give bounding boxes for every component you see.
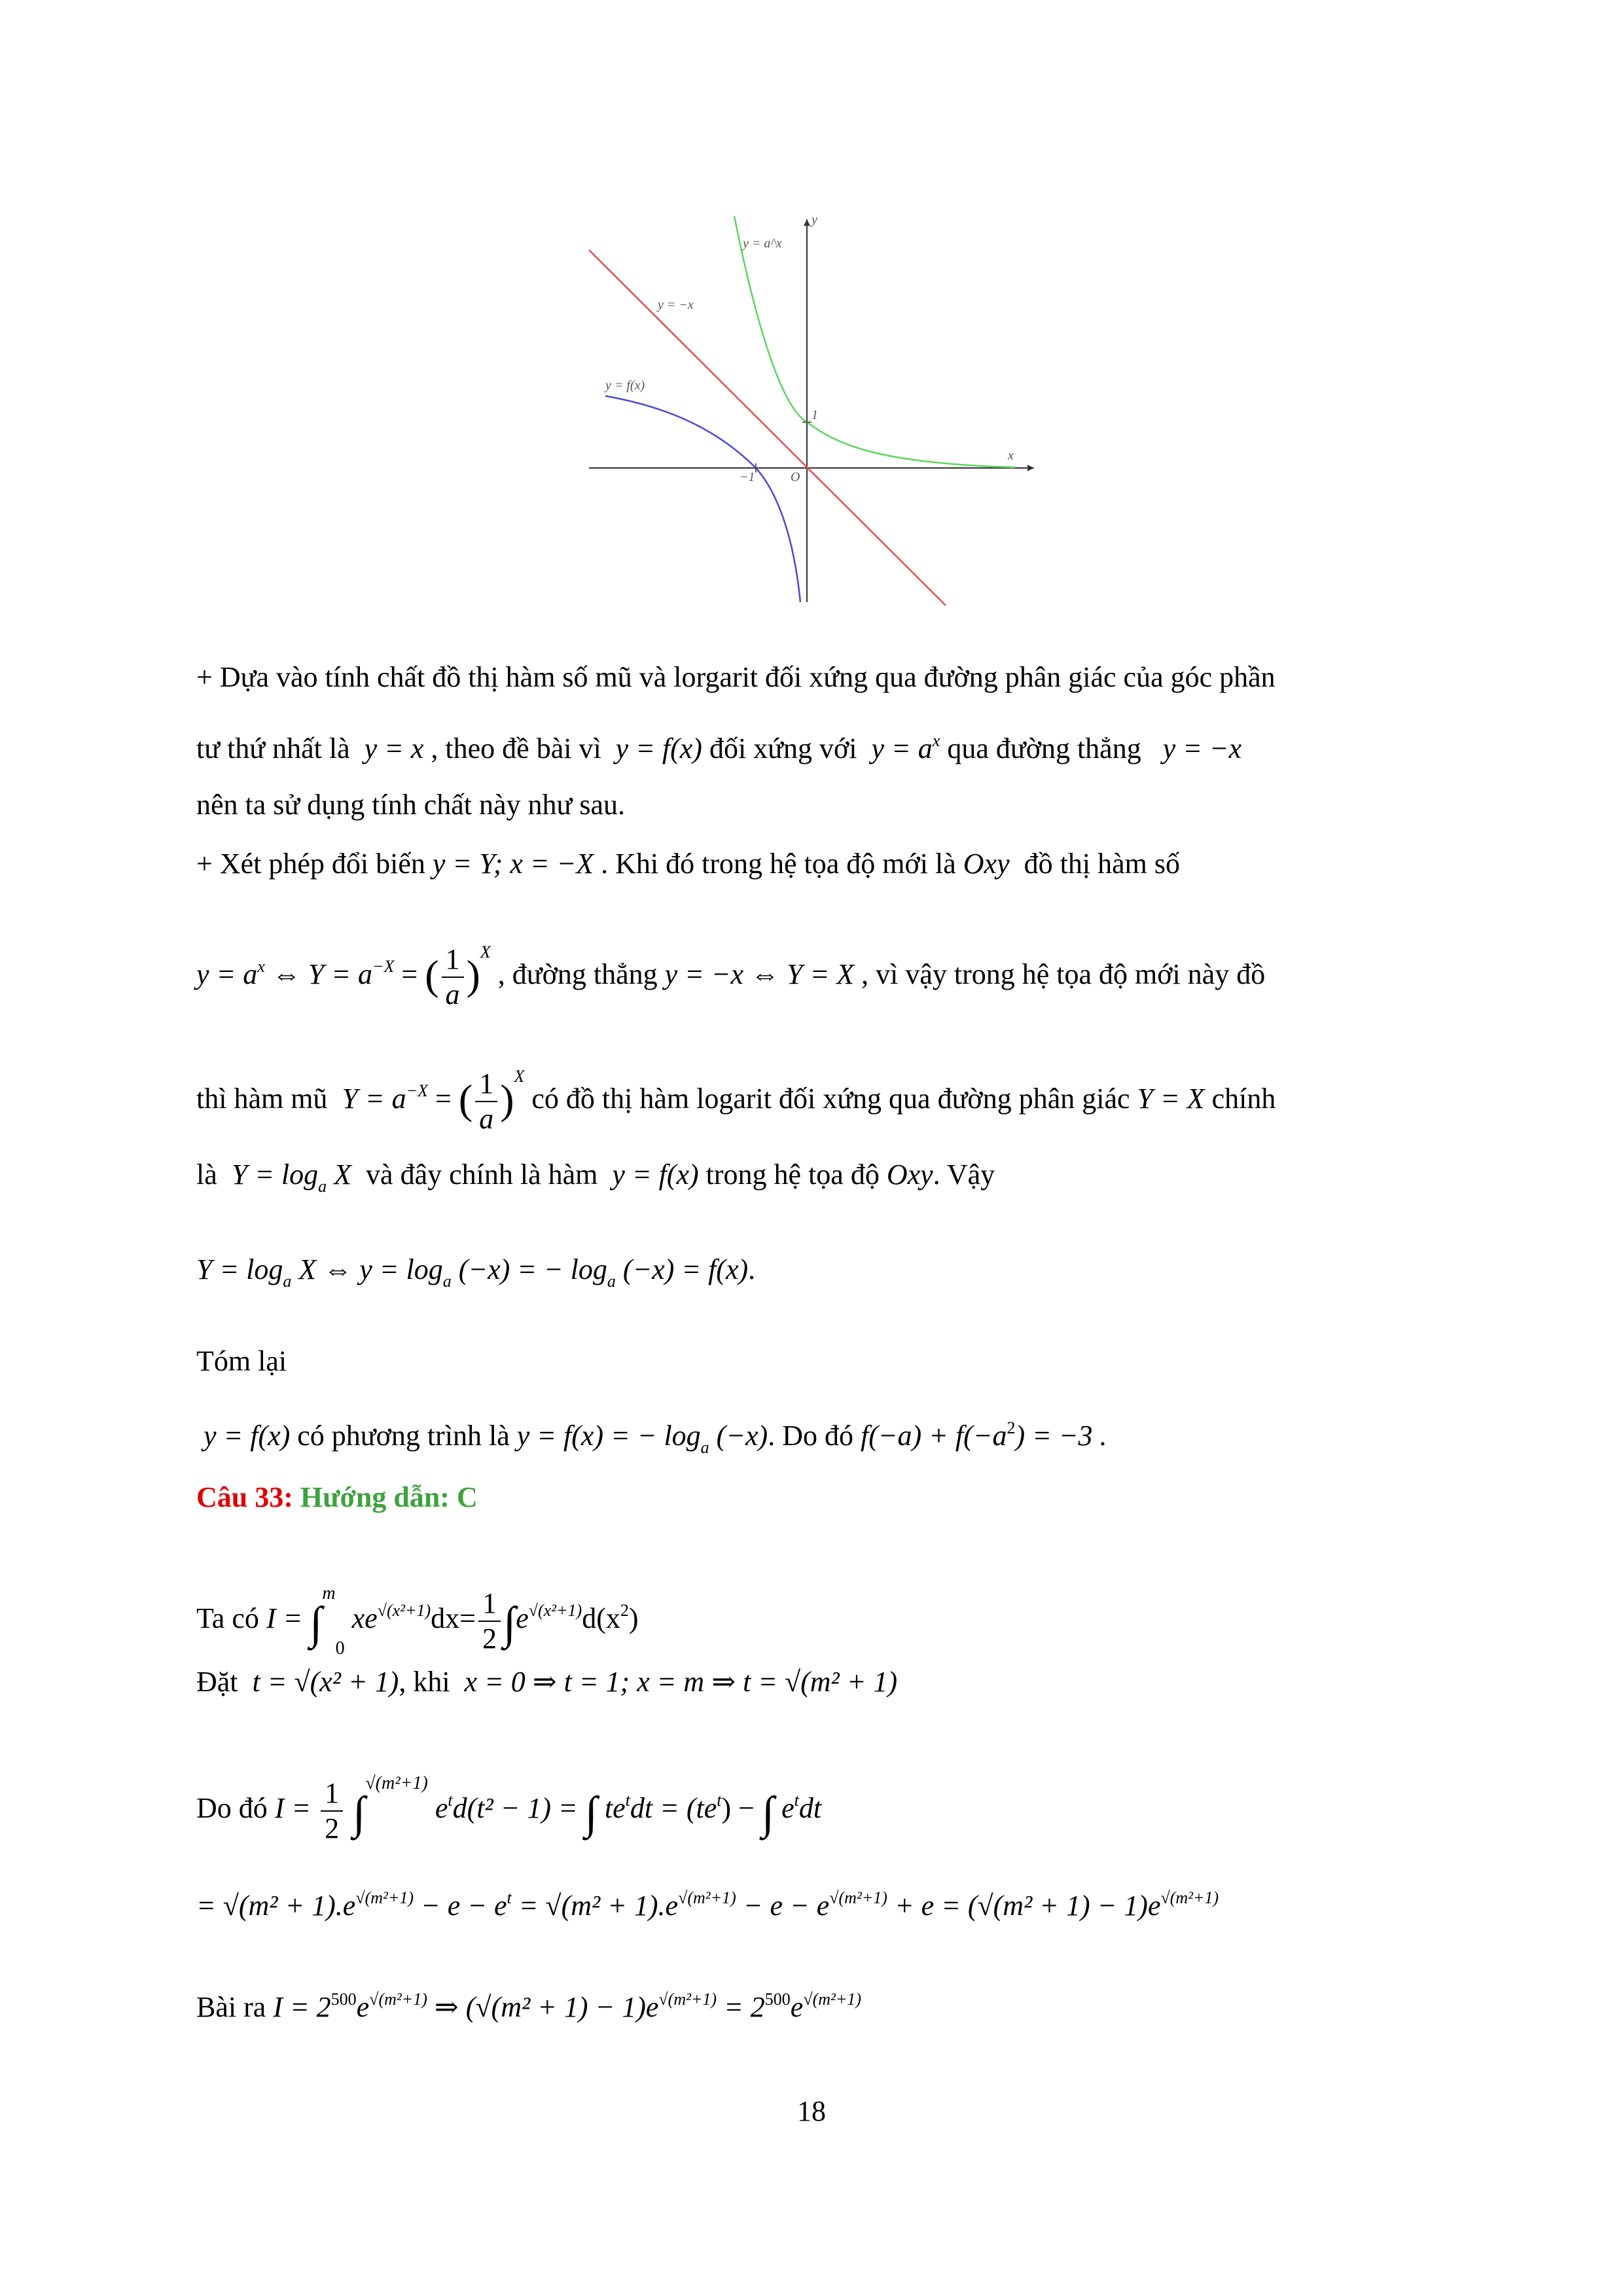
math-l4b: − e − e	[421, 1890, 507, 1922]
frac-num: 1	[442, 942, 464, 978]
math-l5e-e: e	[790, 1991, 804, 2023]
integral-sign-2: ∫	[503, 1598, 516, 1649]
math-l3g: )	[721, 1792, 732, 1824]
math-p5-iff: ⇔ Y = a	[272, 958, 372, 990]
text-p2c: , theo đề bài vì	[431, 732, 601, 764]
label-one: 1	[812, 408, 818, 422]
math-l5d: ⇒ (√(m² + 1) − 1)e	[434, 1991, 659, 2023]
math-p5-sup-negX: −X	[372, 957, 395, 976]
math-l3e: te	[604, 1792, 626, 1824]
math-sup-x: x	[932, 731, 940, 750]
label-f-x: y = f(x)	[605, 378, 645, 393]
math-p8-base1: a	[283, 1272, 292, 1291]
math-y-eq-neg-x: y = −x	[1162, 732, 1242, 764]
math-p5-sup-x: x	[257, 957, 265, 976]
math-p8e: (−x) = f(x)	[622, 1253, 749, 1285]
text-p7f: trong hệ tọa độ	[705, 1158, 880, 1191]
text-line-3	[196, 785, 625, 825]
math-p7b: Y = log	[231, 1158, 319, 1191]
int-upper-3: √(m²+1)	[365, 1773, 428, 1793]
math-l4d-sup: √(m²+1)	[829, 1888, 887, 1907]
text-l1a: Ta có	[196, 1602, 259, 1634]
math-p10g: f(−a) + f(−a	[860, 1420, 1007, 1452]
math-l4: = √(m² + 1).e	[196, 1890, 356, 1922]
line-y-neg-x	[589, 250, 946, 605]
math-l3f-sup: t	[717, 1791, 722, 1810]
text-p6c: có đồ thị hàm logarit đối xứng qua đường phân giác	[531, 1083, 1130, 1115]
integral-sign: ∫	[310, 1598, 323, 1649]
math-p7c: X	[334, 1158, 352, 1191]
curve-log	[605, 396, 800, 602]
text-p3: nên ta sử dụng tính chất này như sau.	[196, 789, 626, 821]
x-axis-arrow	[1027, 465, 1034, 471]
math-p8a: Y = log	[196, 1253, 283, 1285]
math-p8c: (−x) = − log	[458, 1253, 607, 1285]
text-p2g: qua đường thẳng	[947, 732, 1141, 764]
math-l5-500: 500	[330, 1990, 357, 2009]
math-p8-base2: a	[442, 1272, 452, 1291]
text-line-9	[196, 1342, 287, 1381]
text-p4c: . Khi đó trong hệ tọa độ mới là	[601, 848, 956, 880]
half-num: 1	[478, 1587, 501, 1622]
text-line-10	[196, 1408, 1107, 1467]
math-p8f: .	[748, 1253, 756, 1285]
frac-den-2: a	[479, 1102, 494, 1135]
math-p6d: Y = X	[1137, 1083, 1205, 1115]
text-p2a: tư thứ nhất là	[196, 732, 350, 764]
math-p5-eq: =	[401, 958, 418, 990]
integral-sign-3: ∫	[353, 1788, 366, 1839]
text-p7h: . Vậy	[933, 1158, 995, 1191]
math-p10h: 2	[1007, 1418, 1016, 1437]
text-p6a: thì hàm mũ	[196, 1083, 328, 1115]
frac-num-2: 1	[475, 1067, 497, 1102]
math-p5c: y = −x ⇔ Y = X	[664, 958, 855, 990]
text-l2a: Đặt	[196, 1666, 238, 1698]
text-p4e: đồ thị hàm số	[1024, 848, 1180, 880]
math-p10i: ) = −3 .	[1015, 1420, 1107, 1452]
math-l1h: d(x	[582, 1602, 620, 1634]
int-upper: m	[322, 1583, 336, 1604]
math-l5e-sup: √(m²+1)	[803, 1990, 862, 2009]
math-sup-X: X	[480, 942, 491, 961]
text-p4a: + Xét phép đổi biến	[196, 848, 425, 880]
half-den-2: 2	[325, 1812, 340, 1844]
math-p7-base: a	[318, 1177, 327, 1196]
math-l3b: I =	[274, 1792, 312, 1824]
math-l1c-sup: √(x²+1)	[377, 1601, 431, 1620]
text-line-4	[196, 844, 1180, 884]
page-number: 18	[797, 2095, 826, 2127]
math-l4c: = √(m² + 1).e	[518, 1890, 679, 1922]
math-y-eq-a: y = a	[871, 732, 933, 764]
solution-line-5	[196, 1980, 861, 2027]
math-l1g-sup: √(x²+1)	[528, 1601, 582, 1620]
text-p10b: có phương trình là	[297, 1420, 510, 1452]
paren-close-2: )	[500, 1076, 514, 1122]
text-line-8	[196, 1250, 755, 1301]
text-line-7	[196, 1155, 995, 1206]
label-origin: O	[791, 470, 800, 484]
text-line-1	[196, 658, 1275, 697]
function-graph	[582, 209, 1041, 609]
fraction-half	[478, 1587, 501, 1656]
math-p8d: a	[607, 1272, 616, 1291]
text-l2c: , khi	[399, 1666, 450, 1698]
math-l3i: dt	[798, 1792, 822, 1824]
math-l1b: I =	[266, 1602, 303, 1634]
text-l3a: Do đó	[196, 1792, 268, 1824]
solution-line-1	[196, 1564, 639, 1678]
math-p6-sup: −X	[406, 1081, 429, 1100]
fraction-half-2	[321, 1776, 343, 1846]
math-l1g: e	[516, 1602, 529, 1634]
label-a-pow-x: y = a^x	[743, 236, 782, 251]
question-answer: Hướng dẫn: C	[300, 1481, 478, 1513]
text-line-5	[196, 916, 1265, 1012]
math-p7e: y = f(x)	[612, 1158, 699, 1191]
curve-exp	[734, 216, 1014, 467]
math-p10e: (−x)	[716, 1420, 768, 1452]
math-oxy: Oxy	[963, 848, 1010, 880]
math-l5c: e	[356, 1991, 370, 2023]
math-l3-e2: e	[781, 1792, 794, 1824]
label-x: x	[1008, 448, 1014, 463]
math-p10d: a	[700, 1438, 709, 1457]
math-l4b-sup: t	[507, 1888, 512, 1907]
text-p5d: , vì vậy trong hệ tọa độ mới này đồ	[861, 958, 1266, 990]
paren-open: (	[425, 952, 439, 998]
text-p2e: đối xứng với	[709, 732, 857, 764]
graph-figure	[582, 209, 1041, 609]
math-p6b: Y = a	[342, 1083, 406, 1115]
fraction-one-over-a	[442, 942, 464, 1012]
text-p6e: chính	[1211, 1083, 1276, 1115]
int-lower: 0	[335, 1638, 345, 1659]
label-neg-x: y = −x	[658, 298, 694, 312]
math-l4e-sup: √(m²+1)	[1160, 1888, 1219, 1907]
question-heading	[196, 1478, 478, 1517]
math-l5e: = 2	[724, 1991, 765, 2023]
math-l3h: −	[738, 1792, 755, 1824]
solution-line-3	[196, 1754, 821, 1846]
math-p10a: y = f(x)	[204, 1420, 291, 1452]
label-y: y	[812, 213, 817, 227]
math-l5d-sup: √(m²+1)	[658, 1990, 717, 2009]
solution-line-2	[196, 1662, 897, 1702]
math-l3-e2-sup: t	[794, 1791, 799, 1810]
math-l1h-sup: 2	[620, 1601, 629, 1620]
math-p8b: X ⇔ y = log	[298, 1253, 443, 1285]
math-l2b: t = √(x² + 1)	[252, 1666, 399, 1698]
half-num-2: 1	[321, 1776, 343, 1812]
text-line-6	[196, 1041, 1275, 1136]
math-p10c: y = f(x) = − log	[516, 1420, 701, 1452]
math-l3c: e	[435, 1792, 448, 1824]
math-l4e: + e = (√(m² + 1) − 1)e	[894, 1890, 1161, 1922]
label-minus-one: −1	[740, 470, 755, 484]
y-axis-arrow	[804, 219, 810, 226]
math-l3e-sup: t	[625, 1791, 630, 1810]
text-line-2	[196, 721, 1241, 768]
text-l5a: Bài ra	[196, 1991, 266, 2023]
question-label: Câu 33:	[196, 1481, 293, 1513]
math-l3c-sup: t	[448, 1791, 453, 1810]
math-l4-sup: √(m²+1)	[355, 1888, 414, 1907]
paren-open-2: (	[458, 1076, 473, 1122]
math-p5-lhs: y = a	[196, 958, 258, 990]
math-l4c-sup: √(m²+1)	[678, 1888, 736, 1907]
text-p10f: . Do đó	[768, 1420, 853, 1452]
paren-close: )	[466, 952, 480, 998]
math-l1d: dx=	[431, 1602, 476, 1634]
math-sup-X-2: X	[514, 1067, 525, 1086]
math-l4d: − e − e	[743, 1890, 830, 1922]
text-p7a: là	[196, 1158, 217, 1191]
text-p1: + Dựa vào tính chất đồ thị hàm số mũ và lorgarit đối xứng qua đường phân giác của góc phần	[196, 661, 1275, 693]
math-l3d: d(t² − 1) =	[452, 1792, 578, 1824]
math-y-eq-x: y = x	[364, 732, 424, 764]
integral-sign-4: ∫	[584, 1788, 597, 1839]
integral-sign-5: ∫	[761, 1788, 775, 1839]
math-l3f: dt = (te	[630, 1792, 717, 1824]
math-l2d: x = 0 ⇒ t = 1; x = m ⇒ t = √(m² + 1)	[464, 1666, 898, 1698]
frac-den: a	[445, 978, 460, 1011]
math-substitution: y = Y; x = −X	[432, 848, 594, 880]
math-l5b: I = 2	[273, 1991, 331, 2023]
text-p5b: , đường thẳng	[497, 958, 658, 990]
half-den: 2	[482, 1622, 497, 1655]
math-l5e-500: 500	[764, 1990, 791, 2009]
math-p7g: Oxy	[886, 1158, 933, 1191]
math-p6-eq: =	[435, 1083, 452, 1115]
fraction-one-over-a-2	[475, 1067, 497, 1136]
math-l1c: xe	[351, 1602, 378, 1634]
text-p9: Tóm lại	[196, 1345, 287, 1377]
math-y-eq-fx: y = f(x)	[615, 732, 702, 764]
math-l5c-sup: √(m²+1)	[369, 1990, 427, 2009]
solution-line-4	[196, 1878, 1219, 1926]
math-l1i: )	[628, 1602, 639, 1634]
text-p7d: và đây chính là hàm	[366, 1158, 598, 1191]
